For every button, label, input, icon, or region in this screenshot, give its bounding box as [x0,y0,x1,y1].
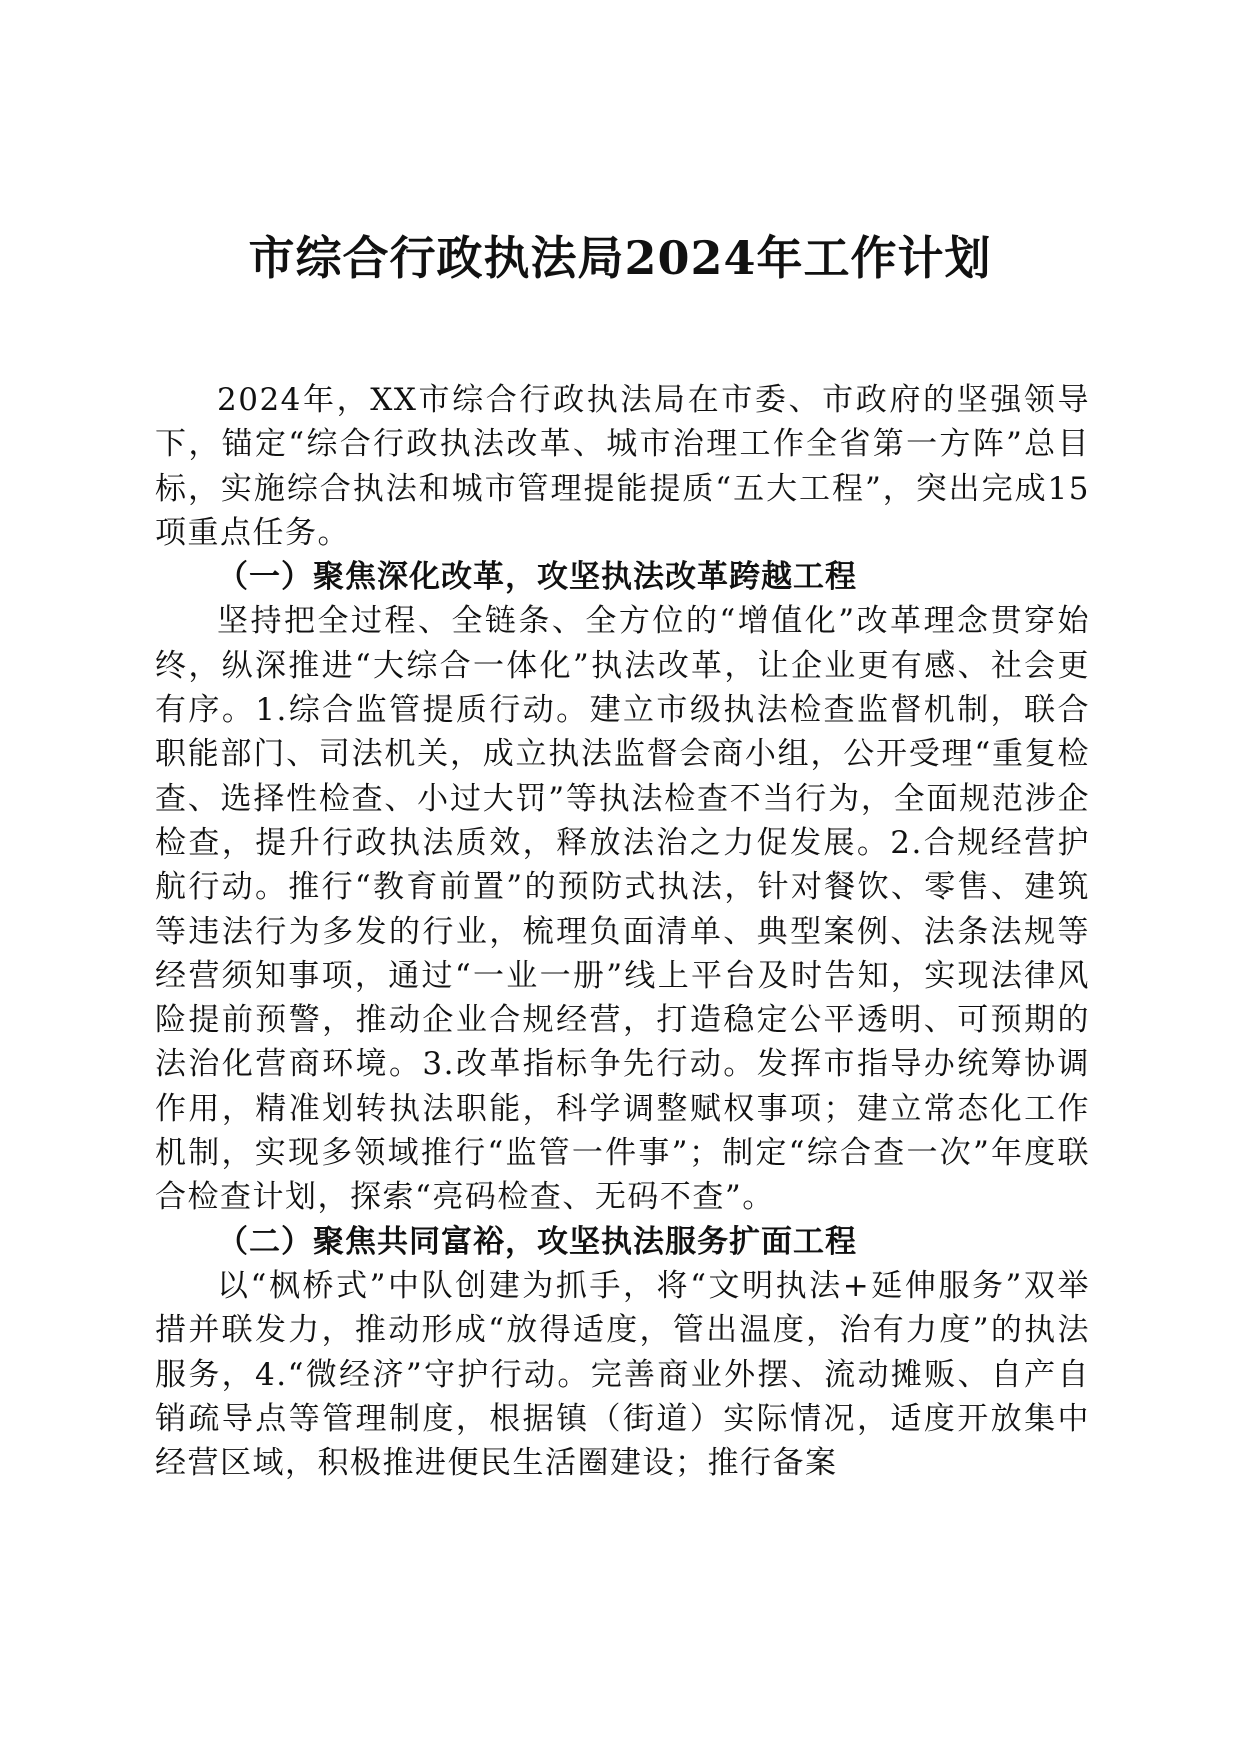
section-2-heading: （二）聚焦共同富裕，攻坚执法服务扩面工程 [217,1223,857,1260]
intro-paragraph: 2024年，XX市综合行政执法局在市委、市政府的坚强领导下，锚定“综合行政执法改革、城市治理工作全省第一方阵”总目标，实施综合执法和城市管理提能提质“五大工程”，突出完成15项重点任务。 [155,382,1090,551]
section-1-heading: （一）聚焦深化改革，攻坚执法改革跨越工程 [217,559,857,596]
document-title: 市综合行政执法局2024年工作计划 [248,231,992,285]
document-body [155,378,1090,1485]
section-1-paragraph: 坚持把全过程、全链条、全方位的“增值化”改革理念贯穿始终，纵深推进“大综合一体化”执法改革，让企业更有感、社会更有序。1.综合监管提质行动。建立市级执法检查监督机制，联合职能部门、司法机关，成立执法监督会商小组，公开受理“重复检查、选择性检查、小过大罚”等执法检查不当行为，全面规范涉企检查，提升行政执法质效，释放法治之力促发展。2.合规经营护航行动。推行“教育前置”的预防式执法，针对餐饮、零售、建筑等违法行为多发的行业，梳理负面清单、典型案例、法条法规等经营须知事项，通过“一业一册”线上平台及时告知，实现法律风险提前预警，推动企业合规经营，打造稳定公平透明、可预期的法治化营商环境。3.改革指标争先行动。发挥市指导办统筹协调作用，精准划转执法职能，科学调整赋权事项；建立常态化工作机制，实现多领域推行“监管一件事”；制定“综合查一次”年度联合检查计划，探索“亮码检查、无码不查”。 [155,603,1090,1216]
section-2-paragraph: 以“枫桥式”中队创建为抓手，将“文明执法+延伸服务”双举措并联发力，推动形成“放得适度，管出温度，治有力度”的执法服务，4.“微经济”守护行动。完善商业外摆、流动摊贩、自产自销疏导点等管理制度，根据镇（街道）实际情况，适度开放集中经营区域，积极推进便民生活圈建设；推行备案 [155,1267,1090,1482]
